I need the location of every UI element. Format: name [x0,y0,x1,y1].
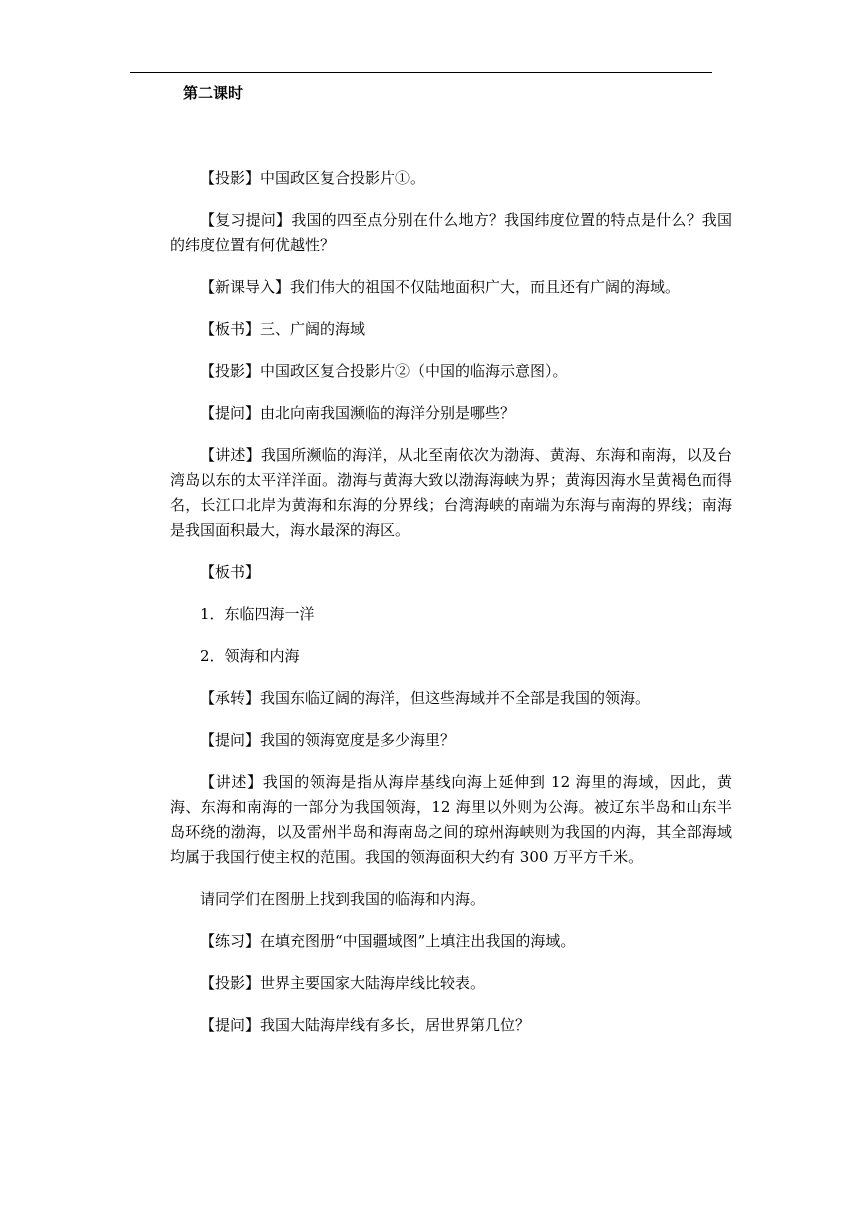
paragraph-exercise: 【练习】在填充图册“中国疆域图”上填注出我国的海域。 [200,932,576,950]
paragraph-question-territorial: 【提问】我国的领海宽度是多少海里？ [200,731,456,749]
paragraph-question-seas: 【提问】由北向南我国濒临的海洋分别是哪些？ [200,404,516,422]
paragraph-projection-2: 【投影】中国政区复合投影片②（中国的临海示意图）。 [200,362,568,380]
paragraph-lesson-intro: 【新课导入】我们伟大的祖国不仅陆地面积广大，而且还有广阔的海域。 [200,278,681,296]
paragraph-board-label: 【板书】 [200,563,261,581]
paragraph-instruction: 请同学们在图册上找到我国的临海和内海。 [200,890,486,908]
paragraph-question-coastline: 【提问】我国大陆海岸线有多长，居世界第几位？ [200,1016,531,1034]
paragraph-projection-3: 【投影】世界主要国家大陆海岸线比较表。 [200,974,486,992]
header-rule [130,72,712,73]
paragraph-explanation-territorial: 【讲述】我国的领海是指从海岸基线向海上延伸到 12 海里的海域，因此，黄海、东海和南海的一部分为我国领海，12 海里以外则为公海。被辽东半岛和山东半岛环绕的渤海，以及雷州半岛和海南岛之间的琼州海峡则为我国的内海，其全部海域均属于我国行使主权的范围。我国的领海面积大约有 300 万平方千米。 [170,773,732,866]
paragraph-explanation-seas: 【讲述】我国所濒临的海洋，从北至南依次为渤海、黄海、东海和南海，以及台湾岛以东的太平洋洋面。渤海与黄海大致以渤海海峡为界；黄海因海水呈黄褐色而得名，长江口北岸为黄海和东海的分界线；台湾海峡的南端为东海与南海的界线；南海是我国面积最大，海水最深的海区。 [170,446,732,539]
paragraph-board-heading: 【板书】三、广阔的海域 [200,320,366,338]
paragraph-transition: 【承转】我国东临辽阔的海洋，但这些海域并不全部是我国的领海。 [200,689,651,707]
page-title: 第二课时 [183,84,244,102]
document-body [170,166,732,1055]
list-item-2: 2．领海和内海 [200,647,300,665]
paragraph-review-questions: 【复习提问】我国的四至点分别在什么地方？我国纬度位置的特点是什么？我国的纬度位置有何优越性？ [170,211,732,254]
paragraph-projection-1: 【投影】中国政区复合投影片①。 [200,169,426,187]
list-item-1: 1．东临四海一洋 [200,605,315,623]
